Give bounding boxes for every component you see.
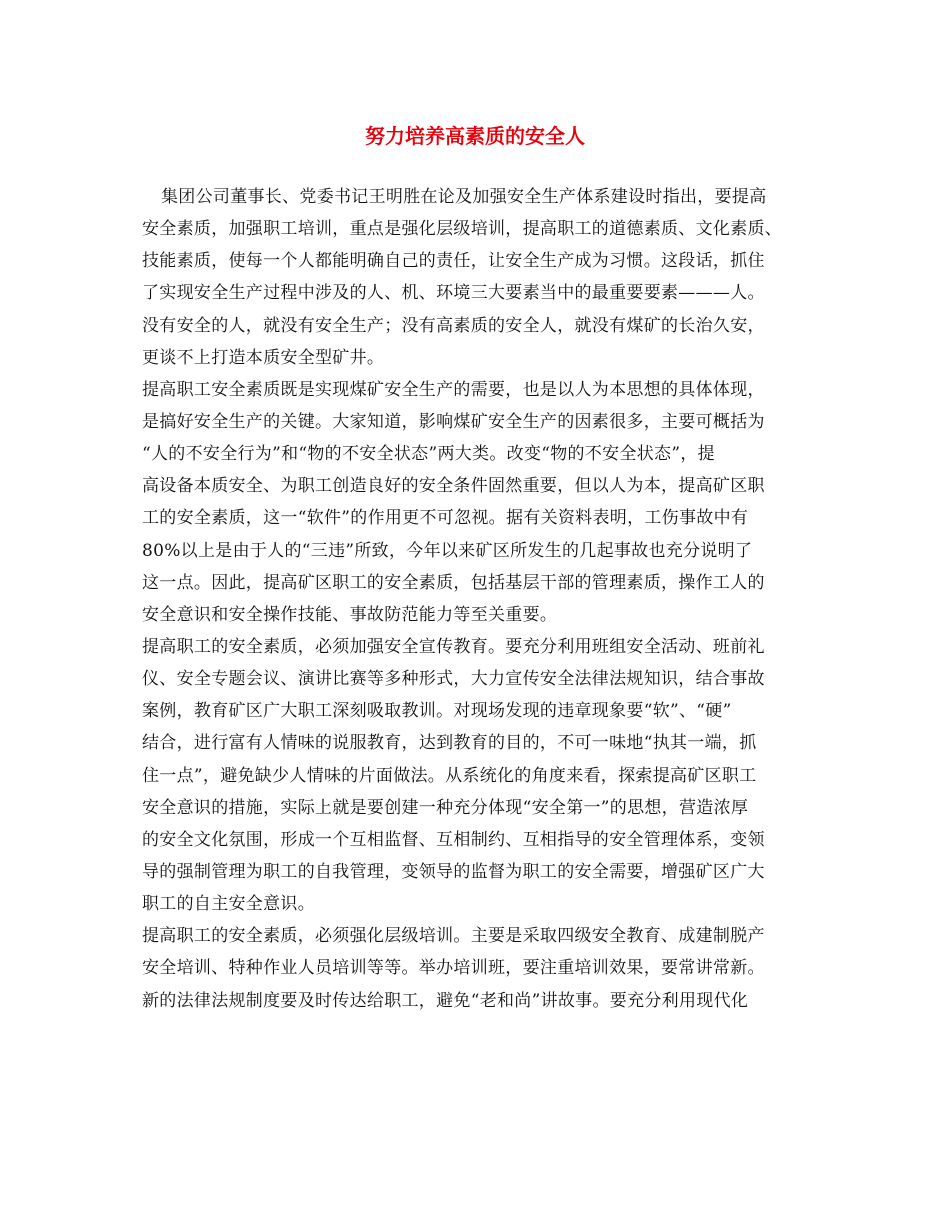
text-line: 这一点。因此，提高矿区职工的安全素质，包括基层干部的管理素质，操作工人的 <box>142 572 765 593</box>
text-line: 安全培训、特种作业人员培训等等。举办培训班，要注重培训效果，要常讲常新。 <box>142 958 765 979</box>
text-line: 工的安全素质，这一“软件”的作用更不可忽视。据有关资料表明，工伤事故中有 <box>142 508 749 529</box>
text-line: 80%以上是由于人的“三违”所致，今年以来矿区所发生的几起事故也充分说明了 <box>142 540 753 561</box>
text-line: 了实现安全生产过程中涉及的人、机、环境三大要素当中的最重要要素———人。 <box>142 283 765 304</box>
text-line: “人的不安全行为”和“物的不安全状态”两大类。改变“物的不安全状态”，提 <box>142 444 715 465</box>
text-line: 安全意识的措施，实际上就是要创建一种充分体现“安全第一”的思想，营造浓厚 <box>142 797 749 818</box>
text-line: 职工的自主安全意识。 <box>142 894 315 915</box>
text-line: 提高职工的安全素质，必须加强安全宣传教育。要充分利用班组安全活动、班前礼 <box>142 636 765 657</box>
text-line: 住一点”，避免缺少人情味的片面做法。从系统化的角度来看，探索提高矿区职工 <box>142 765 757 786</box>
text-line: 提高职工安全素质既是实现煤矿安全生产的需要，也是以人为本思想的具体体现， <box>142 379 765 400</box>
text-line: 是搞好安全生产的关键。大家知道，影响煤矿安全生产的因素很多，主要可概括为 <box>142 411 765 432</box>
text-line: 提高职工的安全素质，必须强化层级培训。主要是采取四级安全教育、成建制脱产 <box>142 926 765 947</box>
text-line: 新的法律法规制度要及时传达给职工，避免“老和尚”讲故事。要充分利用现代化 <box>142 990 749 1011</box>
text-line: 没有安全的人，就没有安全生产；没有高素质的安全人，就没有煤矿的长治久安， <box>142 315 765 336</box>
text-line: 更谈不上打造本质安全型矿井。 <box>142 347 385 368</box>
text-line: 高设备本质安全、为职工创造良好的安全条件固然重要，但以人为本，提高矿区职 <box>142 476 765 497</box>
document-title: 努力培养高素质的安全人 <box>365 124 585 148</box>
text-line: 结合，进行富有人情味的说服教育，达到教育的目的，不可一味地“执其一端，抓 <box>142 733 757 754</box>
text-line: 安全意识和安全操作技能、事故防范能力等至关重要。 <box>142 604 558 625</box>
text-line: 仪、安全专题会议、演讲比赛等多种形式，大力宣传安全法律法规知识，结合事故 <box>142 669 765 690</box>
text-line: 集团公司董事长、党委书记王明胜在论及加强安全生产体系建设时指出，要提高 <box>161 187 767 207</box>
text-line: 安全素质，加强职工培训，重点是强化层级培训，提高职工的道德素质、文化素质、 <box>142 219 783 240</box>
text-line: 技能素质，使每一个人都能明确自己的责任，让安全生产成为习惯。这段话，抓住 <box>142 251 765 272</box>
document-body <box>142 181 822 1017</box>
text-line: 案例，教育矿区广大职工深刻吸取教训。对现场发现的违章现象要“软”、“硬” <box>142 701 732 722</box>
text-line: 导的强制管理为职工的自我管理，变领导的监督为职工的安全需要，增强矿区广大 <box>142 861 765 882</box>
text-line: 的安全文化氛围，形成一个互相监督、互相制约、互相指导的安全管理体系，变领 <box>142 829 765 850</box>
